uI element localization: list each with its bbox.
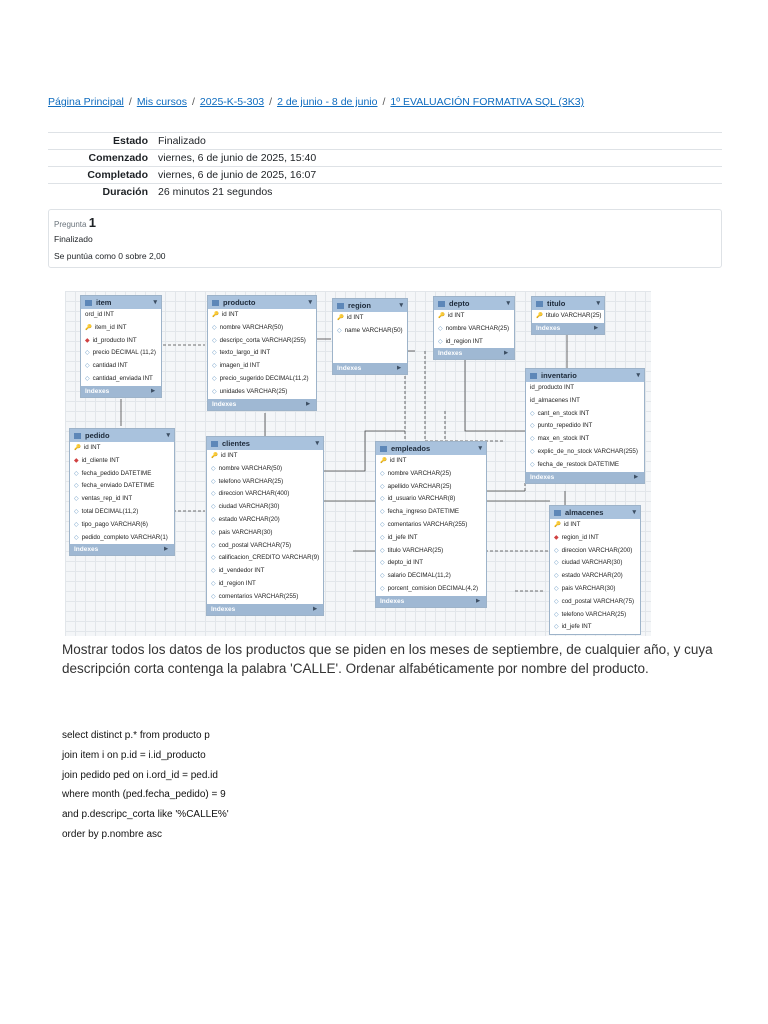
breadcrumb-quiz-link[interactable]: 1º EVALUACIÓN FORMATIVA SQL (3K3): [390, 96, 585, 108]
er-column: ◇ porcent_comision DECIMAL(4,2): [376, 583, 486, 596]
er-table-title: producto ▾: [208, 296, 316, 309]
er-column: ◇ ciudad VARCHAR(30): [550, 557, 640, 570]
summary-value: viernes, 6 de junio de 2025, 16:07: [156, 167, 722, 184]
breadcrumb-week-link[interactable]: 2 de junio - 8 de junio: [277, 96, 378, 108]
er-column: ◇ id_jefe INT: [376, 532, 486, 545]
er-column: id_almacenes INT: [530, 396, 580, 404]
er-table-title: empleados ▾: [376, 442, 486, 455]
er-column: ◇ cod_postal VARCHAR(75): [550, 596, 640, 609]
er-table-indexes: Indexes ▶: [333, 363, 407, 374]
er-column: ◇ max_en_stock INT: [526, 433, 644, 446]
er-column: ◇ fecha_pedido DATETIME: [70, 468, 174, 481]
er-column: ◇ fecha_enviado DATETIME: [70, 480, 174, 493]
summary-row-estado: [48, 133, 722, 150]
er-column-spacer: [333, 350, 407, 363]
question-number-value: 1: [88, 215, 96, 230]
er-table-region: [332, 298, 408, 375]
er-column: ◇ ventas_rep_id INT: [70, 493, 174, 506]
er-column: ◇ pais VARCHAR(30): [207, 527, 323, 540]
summary-label: Comenzado: [48, 150, 156, 167]
er-table-title: region ▾: [333, 299, 407, 312]
er-column: ◇ id_usuario VARCHAR(8): [376, 493, 486, 506]
er-column: ◇ cantidad INT: [81, 360, 161, 373]
breadcrumb-my-courses-link[interactable]: Mis cursos: [136, 96, 187, 108]
er-column: ◇ telefono VARCHAR(25): [207, 476, 323, 489]
er-column: ◇ nombre VARCHAR(50): [207, 463, 323, 476]
er-column: ◇ estado VARCHAR(20): [550, 570, 640, 583]
er-column: 🔑 id INT: [207, 450, 323, 463]
er-table-title: item ▾: [81, 296, 161, 309]
er-table-indexes: Indexes ▶: [207, 604, 323, 615]
er-table-inventario: [525, 368, 645, 484]
er-column: ◇ id_vendedor INT: [207, 565, 323, 578]
breadcrumb-course-link[interactable]: 2025-K-5-303: [199, 96, 265, 108]
er-column: ◇ imagen_id INT: [208, 360, 316, 373]
breadcrumb-separator: /: [128, 96, 132, 108]
er-column: ◇ cod_postal VARCHAR(75): [207, 540, 323, 553]
answer-line: join pedido ped on i.ord_id = ped.id: [62, 769, 218, 781]
question-label: Pregunta: [54, 220, 87, 229]
question-number: [54, 215, 96, 230]
er-column: ◇ nombre VARCHAR(25): [434, 323, 514, 336]
er-column: 🔑 id INT: [550, 519, 640, 532]
er-table-indexes: Indexes ▶: [81, 386, 161, 397]
er-table-indexes: Indexes ▶: [376, 596, 486, 607]
er-column: ◇ telefono VARCHAR(25): [550, 609, 640, 622]
er-column: ◇ punto_repedido INT: [526, 420, 644, 433]
er-column: ◇ texto_largo_id INT: [208, 347, 316, 360]
er-column: ◇ pais VARCHAR(30): [550, 583, 640, 596]
er-table-title: clientes ▾: [207, 437, 323, 450]
er-column: ◇ calificacion_CREDITO VARCHAR(9): [207, 552, 323, 565]
er-column: ◇ comentarios VARCHAR(255): [207, 591, 323, 604]
question-grade: Se puntúa como 0 sobre 2,00: [54, 251, 166, 261]
er-column: ◇ tipo_pago VARCHAR(6): [70, 519, 174, 532]
er-column: ◇ comentarios VARCHAR(255): [376, 519, 486, 532]
er-column: ◇ id_region INT: [434, 336, 514, 349]
er-column-spacer: [333, 338, 407, 351]
er-table-indexes: Indexes ▶: [526, 472, 644, 483]
summary-value: viernes, 6 de junio de 2025, 15:40: [156, 150, 722, 167]
breadcrumb: [48, 96, 584, 108]
er-column: ◇ explic_de_no_stock VARCHAR(255): [526, 446, 644, 459]
er-column: 🔑 item_id INT: [81, 322, 161, 335]
er-column: ord_id INT: [85, 311, 114, 318]
er-column: 🔑 titulo VARCHAR(25): [532, 310, 604, 323]
er-column: ◇ id_region INT: [207, 578, 323, 591]
er-column: ◇ fecha_de_restock DATETIME: [526, 459, 644, 472]
question-info-box: [48, 209, 722, 268]
er-column: ◇ total DECIMAL(11,2): [70, 506, 174, 519]
er-table-producto: [207, 295, 317, 411]
summary-row-duracion: [48, 184, 722, 201]
er-column: ◇ unidades VARCHAR(25): [208, 386, 316, 399]
er-table-indexes: Indexes ▶: [70, 544, 174, 555]
er-column: ◇ fecha_ingreso DATETIME: [376, 506, 486, 519]
er-column: ◇ direccion VARCHAR(400): [207, 488, 323, 501]
er-column: ◇ titulo VARCHAR(25): [376, 545, 486, 558]
er-column: 🔑 id INT: [434, 310, 514, 323]
er-column: ◆ id_cliente INT: [70, 455, 174, 468]
er-column: ◇ apellido VARCHAR(25): [376, 481, 486, 494]
answer-line: select distinct p.* from producto p: [62, 730, 210, 741]
summary-row-comenzado: [48, 150, 722, 167]
summary-value: 26 minutos 21 segundos: [156, 184, 722, 201]
breadcrumb-separator: /: [192, 96, 195, 108]
er-diagram-image: [65, 291, 651, 636]
summary-label: Estado: [48, 133, 156, 150]
question-text: Mostrar todos los datos de los productos que se piden en los meses de septiembre, de cualquier año, y cuya descripción corta contenga la palabra 'CALLE'. Ordenar alfabéticamente por nombre del producto.: [62, 642, 713, 676]
answer-line: and p.descripc_corta like '%CALLE%': [62, 809, 229, 821]
attempt-summary-table: [48, 132, 722, 200]
breadcrumb-separator: /: [269, 96, 273, 108]
er-column: 🔑 id INT: [208, 309, 316, 322]
er-table-pedido: [69, 428, 175, 556]
er-column: ◇ id_jefe INT: [550, 621, 640, 634]
er-column: ◇ cantidad_enviada INT: [81, 373, 161, 386]
er-table-title: inventario ▾: [526, 369, 644, 382]
summary-row-completado: [48, 167, 722, 184]
answer-line: join item i on p.id = i.id_producto: [62, 749, 206, 761]
answer-line: order by p.nombre asc: [62, 828, 163, 840]
er-table-indexes: Indexes ▶: [532, 323, 604, 334]
er-column: ◇ ciudad VARCHAR(30): [207, 501, 323, 514]
er-column: id_producto INT: [530, 384, 575, 391]
breadcrumb-home-link[interactable]: Página Principal: [48, 96, 124, 108]
er-column: ◇ estado VARCHAR(20): [207, 514, 323, 527]
er-column: 🔑 id INT: [333, 312, 407, 325]
summary-label: Duración: [48, 184, 156, 201]
summary-label: Completado: [48, 167, 156, 184]
breadcrumb-separator: /: [382, 96, 386, 108]
er-column: ◇ cant_en_stock INT: [526, 408, 644, 421]
er-table-indexes: Indexes ▶: [434, 348, 514, 359]
er-table-depto: [433, 296, 515, 360]
er-table-indexes: Indexes ▶: [208, 399, 316, 410]
answer-line: where month (ped.fecha_pedido) = 9: [62, 789, 226, 801]
er-table-item: [80, 295, 162, 398]
er-table-title: titulo ▾: [532, 297, 604, 310]
er-column: ◇ descripc_corta VARCHAR(255): [208, 335, 316, 348]
er-table-title: pedido ▾: [70, 429, 174, 442]
er-column: ◇ salario DECIMAL(11,2): [376, 570, 486, 583]
er-table-title: almacenes ▾: [550, 506, 640, 519]
summary-value: Finalizado: [156, 133, 722, 150]
answer-sql: [62, 726, 229, 845]
er-column: ◇ pedido_completo VARCHAR(1): [70, 532, 174, 545]
er-column: ◆ id_producto INT: [81, 335, 161, 348]
er-table-almacenes: [549, 505, 641, 635]
er-column: ◆ region_id INT: [550, 532, 640, 545]
er-table-empleados: [375, 441, 487, 608]
question-state: Finalizado: [54, 234, 93, 244]
er-column: ◇ direccion VARCHAR(200): [550, 545, 640, 558]
er-table-clientes: [206, 436, 324, 616]
er-column: ◇ depto_id INT: [376, 557, 486, 570]
er-column: 🔑 id INT: [376, 455, 486, 468]
er-column: ◇ precio DECIMAL (11,2): [81, 347, 161, 360]
er-column: ◇ precio_sugerido DECIMAL(11,2): [208, 373, 316, 386]
er-table-titulo: [531, 296, 605, 335]
er-column: ◇ nombre VARCHAR(25): [376, 468, 486, 481]
er-column: ◇ name VARCHAR(50): [333, 325, 407, 338]
er-table-title: depto ▾: [434, 297, 514, 310]
er-column: ◇ nombre VARCHAR(50): [208, 322, 316, 335]
er-column: 🔑 id INT: [70, 442, 174, 455]
